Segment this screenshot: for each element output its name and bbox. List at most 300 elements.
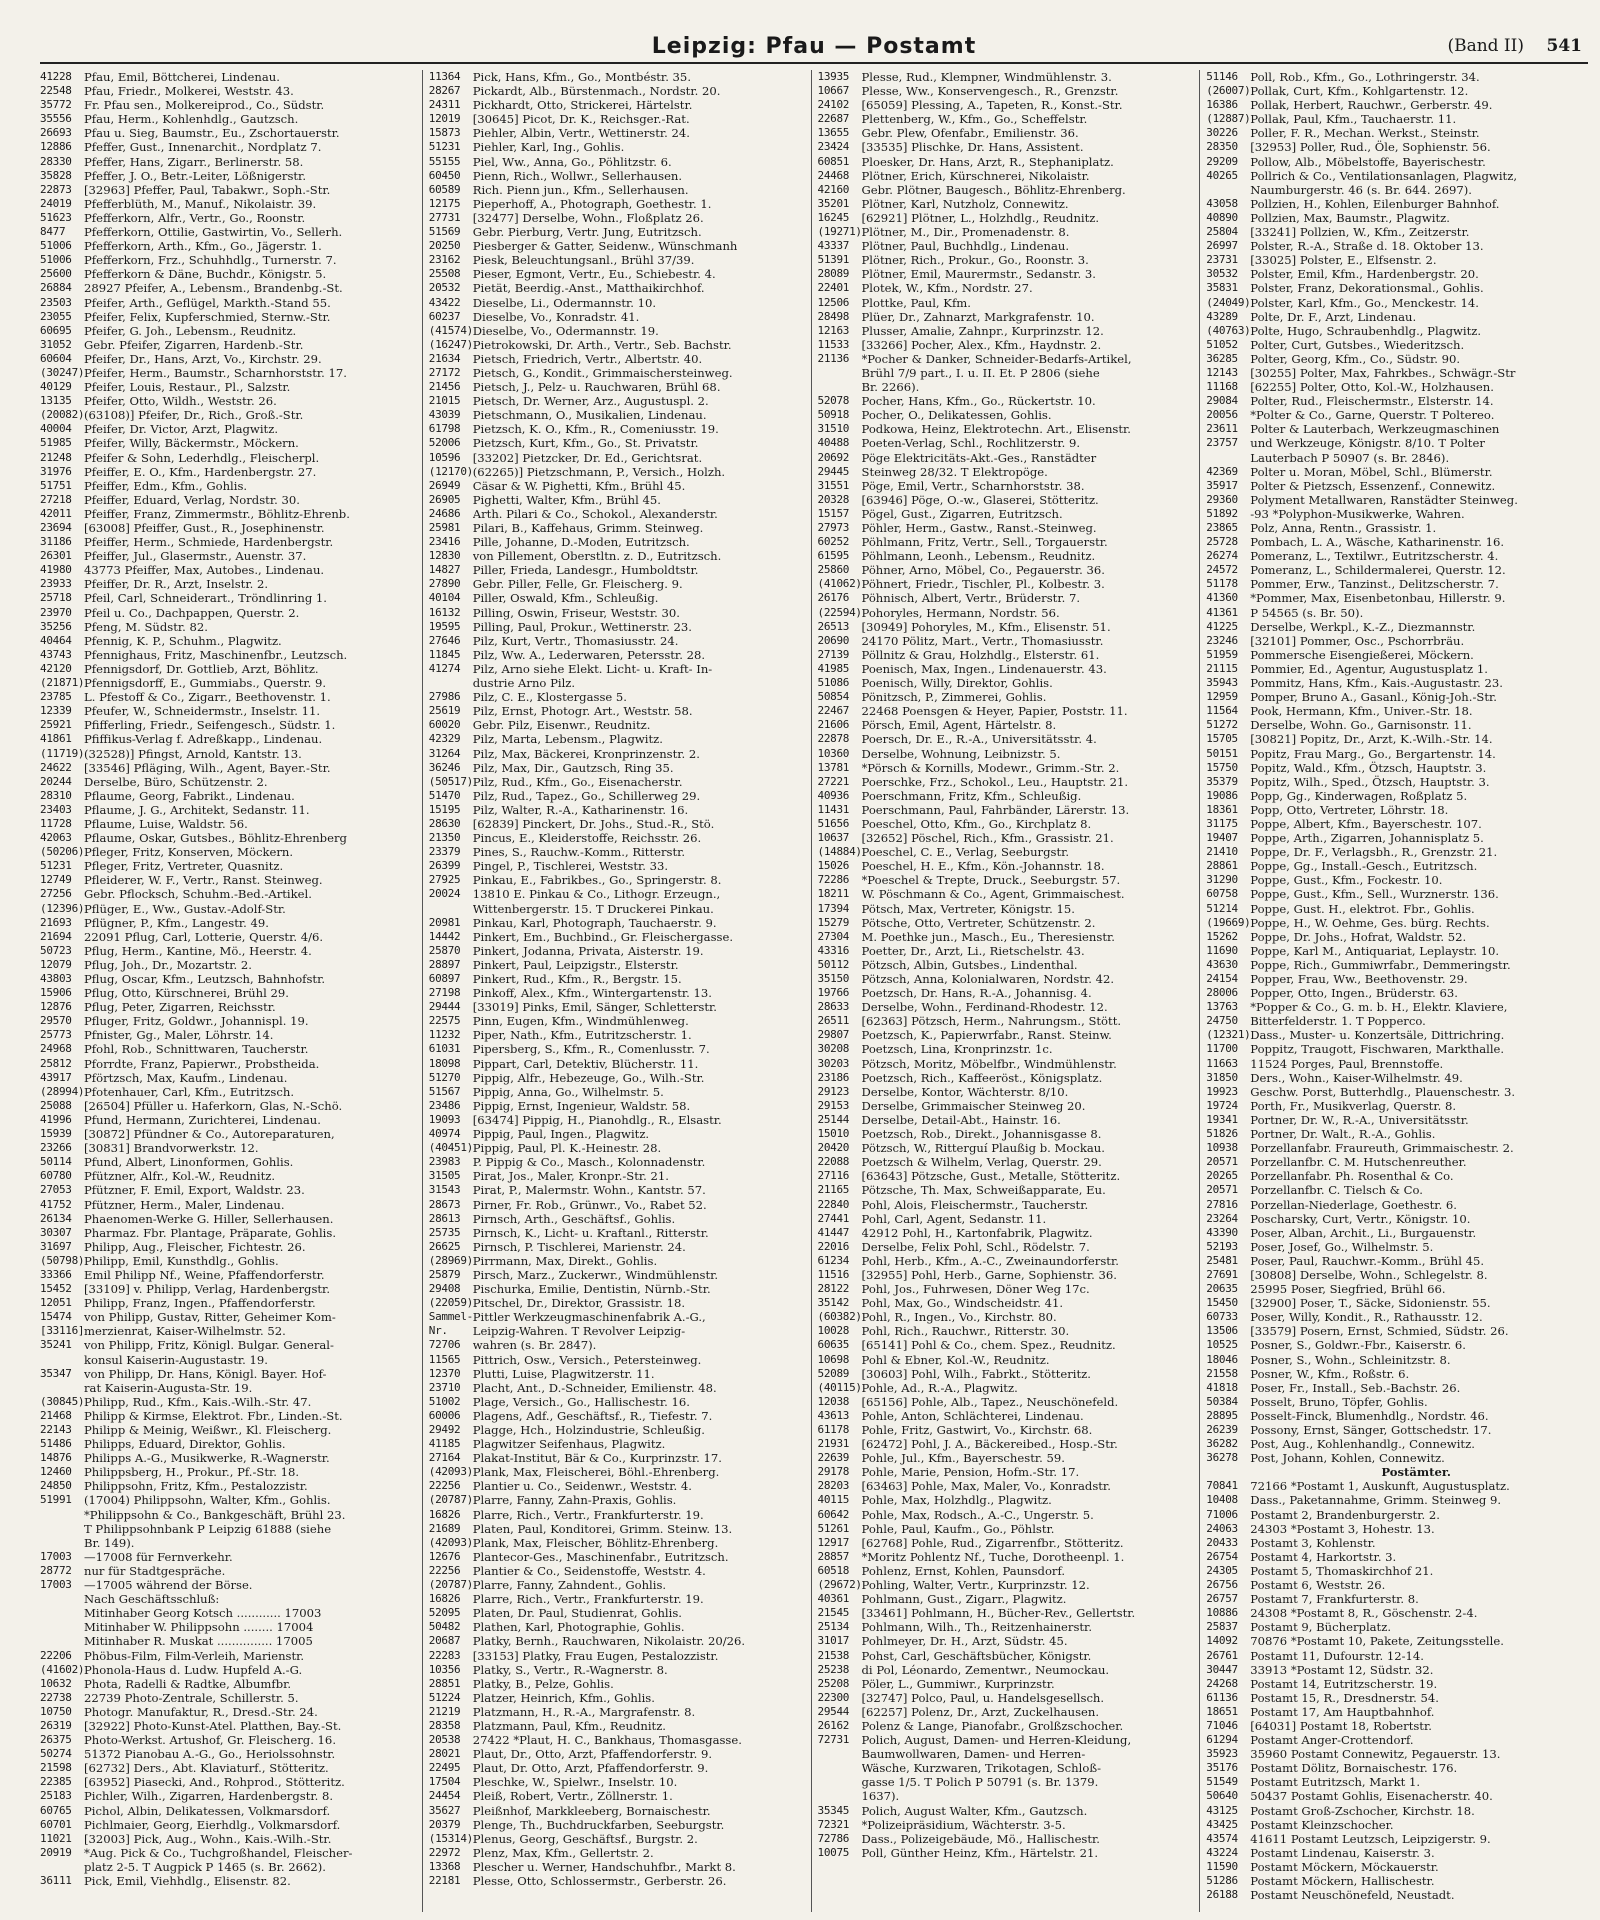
phone-number: 25837 xyxy=(1206,1620,1238,1634)
directory-entry xyxy=(818,1846,1194,1860)
directory-entry xyxy=(429,1479,805,1493)
entry-text: Pöge, Emil, Vertr., Scharnhorststr. 38. xyxy=(861,478,1085,493)
phone-number: 43917 xyxy=(40,1070,72,1084)
directory-entry xyxy=(429,958,805,972)
entry-text: Pietsch, Dr. Werner, Arz., Augustuspl. 2. xyxy=(472,394,709,409)
phone-number: 30226 xyxy=(1206,126,1238,140)
directory-entry xyxy=(429,1508,805,1522)
entry-text: Pohl, Max, Go., Windscheidstr. 41. xyxy=(861,1296,1064,1311)
directory-entry xyxy=(1206,1395,1582,1409)
phone-number: (42093) xyxy=(428,1535,474,1549)
directory-entry xyxy=(818,1465,1194,1479)
phone-number: 26274 xyxy=(1206,549,1238,563)
entry-text: Popitz, Frau Marg., Go., Bergartenstr. 14. xyxy=(1250,746,1496,761)
directory-entry xyxy=(818,70,1194,84)
directory-entry xyxy=(429,845,805,859)
entry-text: Possony, Ernst, Sänger, Gottschedstr. 17. xyxy=(1250,1423,1492,1437)
directory-entry xyxy=(818,549,1194,563)
phone-number: 12143 xyxy=(1206,365,1238,379)
entry-text: Poppe, Dr. Johs., Hofrat, Waldstr. 52. xyxy=(1250,929,1467,944)
directory-entry xyxy=(818,1437,1194,1451)
directory-entry xyxy=(818,84,1194,98)
directory-entry xyxy=(429,408,805,422)
directory-entry xyxy=(1206,831,1582,845)
entry-text: Pötsche, Otto, Vertreter, Schützenstr. 2. xyxy=(861,915,1096,930)
phone-number: 11168 xyxy=(1206,380,1238,394)
directory-entry xyxy=(818,140,1194,154)
entry-text: Br. 2266). xyxy=(861,380,920,395)
directory-entry xyxy=(1206,1747,1582,1761)
directory-entry xyxy=(818,1071,1194,1085)
entry-text: Br. 149). xyxy=(84,1535,135,1550)
directory-entry xyxy=(429,1395,805,1409)
directory-entry xyxy=(40,1212,416,1226)
directory-entry xyxy=(818,380,1194,394)
directory-entry xyxy=(429,549,805,563)
phone-number: (19271) xyxy=(817,225,862,239)
directory-entry xyxy=(429,690,805,704)
directory-entry xyxy=(40,394,416,408)
phone-number: 15939 xyxy=(40,1127,72,1141)
phone-number: 20635 xyxy=(1206,1282,1238,1296)
entry-text: Pirnsch, K., Licht- u. Kraftanl., Ritterstr. xyxy=(472,1225,709,1240)
directory-entry xyxy=(1206,1353,1582,1367)
phone-number: 60450 xyxy=(428,168,461,182)
phone-number: 43125 xyxy=(1206,1803,1238,1817)
directory-entry xyxy=(1206,732,1582,746)
entry-text: Pitschel, Dr., Direktor, Grassistr. 18. xyxy=(472,1296,686,1311)
directory-entry xyxy=(429,1818,805,1832)
directory-entry xyxy=(818,1042,1194,1056)
directory-entry xyxy=(40,704,416,718)
directory-entry xyxy=(818,972,1194,986)
entry-text: Plank, Max, Fleischer, Böhlitz-Ehrenberg. xyxy=(472,1535,719,1550)
directory-entry xyxy=(818,1649,1194,1663)
entry-text: Dieselbe, Vo., Konradstr. 41. xyxy=(472,309,640,324)
directory-entry xyxy=(429,831,805,845)
entry-text: Posselt, Bruno, Töpfer, Gohlis. xyxy=(1250,1394,1428,1409)
entry-text: Pietsch, J., Pelz- u. Rauchwaren, Brühl 68. xyxy=(472,380,721,395)
directory-entry xyxy=(429,380,805,394)
entry-text: Pötzsch, Anna, Kolonialwaren, Nordstr. 42. xyxy=(861,972,1115,986)
phone-number: 23731 xyxy=(1206,253,1238,267)
entry-text: Pollrich & Co., Ventilationsanlagen, Plagwitz, xyxy=(1250,168,1518,183)
entry-text: Poppe, Arth., Zigarren, Johannisplatz 5. xyxy=(1250,831,1484,846)
phone-number: 11564 xyxy=(1206,704,1238,718)
directory-entry xyxy=(818,1818,1194,1832)
directory-entry xyxy=(40,1198,416,1212)
directory-entry xyxy=(818,1014,1194,1028)
directory-entry xyxy=(1206,1014,1582,1028)
phone-number xyxy=(429,902,473,916)
phone-number: 12506 xyxy=(817,295,850,309)
directory-entry xyxy=(40,1451,416,1465)
phone-number: 60897 xyxy=(428,972,461,985)
phone-number: 31186 xyxy=(40,535,72,549)
directory-entry xyxy=(40,845,416,859)
phone-number: 11533 xyxy=(817,337,850,351)
directory-entry xyxy=(818,169,1194,183)
directory-entry xyxy=(1206,267,1582,281)
phone-number: 25508 xyxy=(428,267,461,281)
entry-text: Gebr. Pierburg, Vertr. Jung, Eutritzsch. xyxy=(472,225,702,240)
phone-number: 25144 xyxy=(817,1112,850,1126)
directory-entry xyxy=(40,225,416,239)
directory-entry xyxy=(40,310,416,324)
phone-number: 15450 xyxy=(1206,1296,1238,1310)
entry-text: Platen, Dr. Paul, Studienrat, Gohlis. xyxy=(472,1606,682,1621)
directory-entry xyxy=(1206,1620,1582,1634)
entry-text: Piehler, Albin, Vertr., Wettinerstr. 24. xyxy=(472,126,690,141)
entry-text: Pfau, Friedr., Molkerei, Weststr. 43. xyxy=(84,84,294,99)
directory-entry xyxy=(1206,1071,1582,1085)
phone-number xyxy=(818,1775,862,1789)
directory-entry xyxy=(1206,1099,1582,1113)
entry-text: Polte, Hugo, Schraubenhdlg., Plagwitz. xyxy=(1250,323,1482,338)
phone-number: 27646 xyxy=(428,633,461,647)
directory-entry xyxy=(429,1705,805,1719)
entry-text: di Pol, Léonardo, Zementwr., Neumockau. xyxy=(861,1662,1110,1677)
entry-text: Pietrokowski, Dr. Arth., Vertr., Seb. Bachstr. xyxy=(472,337,732,352)
phone-number: 23055 xyxy=(40,309,72,323)
directory-entry xyxy=(1206,112,1582,126)
directory-entry xyxy=(818,352,1194,366)
phone-number: 20433 xyxy=(1206,1535,1238,1549)
phone-number: 21694 xyxy=(40,929,72,943)
entry-text: Plaut, Dr., Otto, Arzt, Pfaffendorferstr. 9. xyxy=(472,1747,713,1762)
phone-number: 35241 xyxy=(40,1338,72,1352)
directory-entry xyxy=(40,1226,416,1240)
entry-text: 11524 Porges, Paul, Brennstoffe. xyxy=(1250,1056,1444,1071)
directory-entry xyxy=(40,1522,416,1536)
entry-text: Postamt 6, Weststr. 26. xyxy=(1250,1578,1386,1593)
directory-entry xyxy=(40,1818,416,1832)
phone-number: 11690 xyxy=(1206,943,1238,957)
entry-text: [33109] v. Philipp, Verlag, Hardenbergstr. xyxy=(84,1282,331,1297)
entry-text: Pfeiffer, Dr. R., Arzt, Inselstr. 2. xyxy=(84,577,269,592)
entry-text: Pietät, Beerdig.-Anst., Matthaikirchhof. xyxy=(472,281,705,296)
phone-number: 51751 xyxy=(40,478,72,492)
phone-number: 41228 xyxy=(40,70,72,83)
phone-number: 23424 xyxy=(817,140,850,154)
entry-text: Pilz, Ww. A., Lederwaren, Petersstr. 28. xyxy=(472,647,706,662)
entry-text: Philipps A.-G., Musikwerke, R.-Wagnerstr. xyxy=(84,1451,330,1466)
directory-entry xyxy=(40,916,416,930)
directory-entry xyxy=(429,436,805,450)
entry-text: Pfeifer, Arth., Geflügel, Markth.-Stand 55. xyxy=(84,295,331,310)
phone-number: 60701 xyxy=(40,1817,72,1831)
phone-number: 20981 xyxy=(428,915,461,929)
phone-number: 51286 xyxy=(1206,1874,1238,1887)
entry-text: Pfeifer, Willy, Bäckermstr., Möckern. xyxy=(84,436,299,451)
directory-entry xyxy=(818,324,1194,338)
entry-text: Pohoryles, Hermann, Nordstr. 56. xyxy=(861,605,1060,620)
phone-number: 25134 xyxy=(817,1620,850,1634)
phone-number: 23266 xyxy=(40,1141,72,1155)
directory-entry xyxy=(818,183,1194,197)
entry-text: Philipp, Rud., Kfm., Kais.-Wilh.-Str. 47. xyxy=(84,1394,312,1409)
entry-text: Pocher, O., Delikatessen, Gohlis. xyxy=(861,408,1052,423)
phone-number: 22088 xyxy=(817,1155,850,1169)
entry-text: [65141] Pohl & Co., chem. Spez., Reudnitz. xyxy=(861,1338,1116,1353)
directory-entry xyxy=(818,422,1194,436)
phone-number: 51985 xyxy=(40,436,72,450)
entry-text: Pötzsch, Moritz, Möbelfbr., Windmühlenstr. xyxy=(861,1056,1117,1071)
entry-text: Pfeiffer, E. O., Kfm., Hardenbergstr. 27. xyxy=(84,464,317,479)
phone-number: 72731 xyxy=(817,1733,850,1747)
entry-text: Phaenomen-Werke G. Hiller, Sellerhausen. xyxy=(84,1211,334,1226)
entry-text: Plage, Versich., Go., Hallischestr. 16. xyxy=(472,1394,690,1409)
phone-number: 28498 xyxy=(817,309,850,323)
phone-number: 61178 xyxy=(817,1423,850,1436)
phone-number: 24750 xyxy=(1206,1014,1238,1028)
phone-number: 36278 xyxy=(1206,1451,1238,1465)
directory-entry xyxy=(429,1423,805,1437)
directory-entry xyxy=(818,211,1194,225)
entry-text: 72166 *Postamt 1, Auskunft, Augustusplatz. xyxy=(1250,1479,1510,1494)
entry-text: 43773 Pfeiffer, Max, Autobes., Lindenau. xyxy=(84,563,325,578)
directory-entry xyxy=(40,1071,416,1085)
directory-entry xyxy=(429,986,805,1000)
entry-text: Plaut, Dr. Otto, Arzt, Pfaffendorferstr. 9. xyxy=(472,1761,709,1776)
phone-number: 15157 xyxy=(817,506,850,520)
phone-number: 10525 xyxy=(1206,1338,1238,1352)
directory-entry xyxy=(40,1268,416,1282)
entry-text: T Philippsohnbank P Leipzig 61888 (siehe xyxy=(84,1521,332,1536)
directory-entry xyxy=(429,1874,805,1888)
phone-number: 27116 xyxy=(817,1169,850,1183)
entry-text: [33019] Pinks, Emil, Sänger, Schletterstr. xyxy=(472,1000,717,1015)
directory-entry xyxy=(818,1268,1194,1282)
directory-entry xyxy=(40,1761,416,1775)
directory-entry xyxy=(429,1282,805,1296)
entry-text: —17005 während der Börse. xyxy=(84,1578,253,1593)
phone-number: 51146 xyxy=(1206,70,1238,83)
entry-text: Pfeffer, Hans, Zigarr., Berlinerstr. 58. xyxy=(84,154,304,169)
directory-entry xyxy=(429,324,805,338)
directory-entry xyxy=(429,183,805,197)
phone-number: 60780 xyxy=(40,1169,72,1183)
phone-number: 51214 xyxy=(1206,901,1238,915)
entry-text: Poetzsch, Lina, Kronprinzstr. 1c. xyxy=(861,1042,1053,1057)
phone-number: 22206 xyxy=(40,1648,72,1662)
entry-text: Polter & Lauterbach, Werkzeugmaschinen xyxy=(1250,422,1500,437)
entry-text: [63463] Pohle, Max, Maler, Vo., Konradstr. xyxy=(861,1479,1111,1494)
entry-text: Pfeifer, G. Joh., Lebensm., Reudnitz. xyxy=(84,323,297,338)
entry-text: Pomeranz, L., Textilwr., Eutritzscherstr. 4. xyxy=(1250,549,1499,564)
directory-entry xyxy=(1206,451,1582,465)
directory-entry xyxy=(1206,1761,1582,1775)
entry-text: Pohlmann, Gust., Zigarr., Plagwitz. xyxy=(861,1592,1067,1607)
phone-number: 13781 xyxy=(817,760,850,774)
entry-text: Pirat, P., Malermstr. Wohn., Kantstr. 57. xyxy=(472,1183,706,1198)
phone-number: 22738 xyxy=(40,1690,72,1704)
entry-text: Portner, Dr. W., R.-A., Universitätsstr. xyxy=(1250,1112,1469,1127)
directory-entry xyxy=(1206,704,1582,718)
phone-number: (41574) xyxy=(428,323,474,337)
entry-text: Plantecor-Ges., Maschinenfabr., Eutritzsch. xyxy=(472,1549,729,1564)
entry-text: Pflaume, J. G., Architekt, Sedanstr. 11. xyxy=(84,802,310,817)
phone-number: 23264 xyxy=(1206,1211,1238,1225)
entry-text: Dieselbe, Vo., Odermannstr. 19. xyxy=(472,323,659,338)
entry-text: Plank, Max, Fleischerei, Böhl.-Ehrenberg. xyxy=(472,1465,720,1480)
entry-text: Plötner, Erich, Kürschnerei, Nikolaistr. xyxy=(861,168,1090,183)
phone-number: (41062) xyxy=(817,577,862,591)
phone-number: 40361 xyxy=(817,1592,850,1606)
entry-text: Pippig, Ernst, Ingenieur, Waldstr. 58. xyxy=(472,1098,691,1113)
directory-entry xyxy=(1206,1028,1582,1042)
directory-entry xyxy=(429,606,805,620)
phone-number: 26756 xyxy=(1206,1578,1238,1592)
phone-number: 21248 xyxy=(40,450,72,464)
directory-entry xyxy=(818,902,1194,916)
directory-entry xyxy=(429,253,805,267)
phone-number: 51261 xyxy=(817,1521,850,1535)
phone-number: 42063 xyxy=(40,831,72,845)
entry-text: Pohle, Max, Holzhdlg., Plagwitz. xyxy=(861,1493,1052,1508)
entry-text: Nach Geschäftsschluß: xyxy=(84,1592,220,1607)
entry-text: Phonola-Haus d. Ludw. Hupfeld A.-G. xyxy=(84,1662,303,1677)
directory-entry xyxy=(429,1550,805,1564)
phone-number: 26239 xyxy=(1206,1423,1238,1436)
phone-number xyxy=(40,1634,84,1648)
entry-text: Pfeng, M. Südstr. 82. xyxy=(84,619,208,634)
entry-text: Pöhlmann, Leonh., Lebensm., Reudnitz. xyxy=(861,549,1096,564)
directory-entry xyxy=(1206,422,1582,436)
entry-text: Pfefferkorn, Arth., Kfm., Go., Jägerstr. 1. xyxy=(84,239,322,254)
phone-number: 20420 xyxy=(817,1141,850,1155)
entry-text: Poppitz, Traugott, Fischwaren, Markthalle. xyxy=(1250,1042,1505,1057)
phone-number: 28633 xyxy=(817,1000,850,1014)
directory-entry xyxy=(429,972,805,986)
entry-text: Pflaume, Luise, Waldstr. 56. xyxy=(84,816,248,831)
directory-entry xyxy=(40,1860,416,1874)
directory-entry xyxy=(818,1451,1194,1465)
entry-text: Gebr. Plew, Ofenfabr., Emilienstr. 36. xyxy=(861,126,1079,141)
directory-entry xyxy=(1206,281,1582,295)
phone-number: 21165 xyxy=(817,1183,850,1197)
phone-number: 31175 xyxy=(1206,816,1238,830)
phone-number: 19923 xyxy=(1206,1084,1238,1098)
entry-text: 24308 *Postamt 8, R., Göschenstr. 2-4. xyxy=(1250,1606,1478,1621)
directory-entry xyxy=(818,1324,1194,1338)
phone-number: 31551 xyxy=(817,478,850,492)
phone-number: 11565 xyxy=(428,1352,461,1366)
phone-number: 25718 xyxy=(40,591,72,605)
phone-number xyxy=(40,1353,84,1367)
directory-entry xyxy=(818,1423,1194,1437)
phone-number: (20787) xyxy=(428,1578,474,1592)
entry-text: Postamt 4, Harkortstr. 3. xyxy=(1250,1549,1397,1564)
directory-entry xyxy=(818,1296,1194,1310)
phone-number: 28851 xyxy=(428,1676,461,1690)
entry-text: Pirat, Jos., Maler, Kronpr.-Str. 21. xyxy=(472,1169,669,1184)
volume-label: (Band II) xyxy=(1447,36,1524,56)
directory-entry xyxy=(1206,493,1582,507)
phone-number: (22059) xyxy=(428,1296,474,1310)
directory-entry xyxy=(40,732,416,746)
entry-text: Pohl, Herb., Kfm., A.-C., Zweinaundorferstr. xyxy=(861,1253,1119,1268)
phone-number: (14884) xyxy=(817,845,862,859)
phone-number xyxy=(40,1522,84,1536)
directory-entry xyxy=(1206,126,1582,140)
directory-entry xyxy=(818,634,1194,648)
directory-entry xyxy=(1206,479,1582,493)
directory-entry xyxy=(818,1663,1194,1677)
directory-entry xyxy=(818,606,1194,620)
directory-entry xyxy=(818,1705,1194,1719)
phone-number: 29570 xyxy=(40,1014,72,1028)
phone-number: 60695 xyxy=(40,323,72,337)
entry-text: [62257] Polenz, Dr., Arzt, Zuckelhausen. xyxy=(861,1704,1100,1719)
directory-entry xyxy=(429,620,805,634)
entry-text: Pohl, Jos., Fuhrwesen, Döner Weg 17c. xyxy=(861,1282,1090,1297)
entry-text: Pfeil u. Co., Dachpappen, Querstr. 2. xyxy=(84,605,300,620)
directory-entry xyxy=(40,140,416,154)
phone-number: 41225 xyxy=(1206,619,1238,633)
entry-text: Pirnsch, Arth., Geschäftsf., Gohlis. xyxy=(472,1211,676,1226)
directory-entry xyxy=(1206,873,1582,887)
directory-entry xyxy=(40,253,416,267)
phone-number: 11364 xyxy=(428,70,461,83)
directory-entry xyxy=(1206,1493,1582,1507)
directory-entry xyxy=(818,1536,1194,1550)
phone-number: 15474 xyxy=(40,1310,72,1324)
phone-number: 60642 xyxy=(817,1507,850,1521)
directory-entry xyxy=(818,465,1194,479)
phone-number: (12170) xyxy=(428,464,474,478)
phone-number: 14827 xyxy=(428,563,461,577)
entry-text: Pollak, Curt, Kfm., Kohlgartenstr. 12. xyxy=(1250,84,1469,99)
directory-entry xyxy=(1206,775,1582,789)
entry-text: Mitinhaber W. Philippsohn ........ 17004 xyxy=(84,1620,314,1635)
phone-number: (19669) xyxy=(1206,915,1251,929)
phone-number: 26399 xyxy=(428,859,461,873)
entry-text: Pilz, C. E., Klostergasse 5. xyxy=(472,690,627,705)
entry-text: Platky, S., Vertr., R.-Wagnerstr. 8. xyxy=(472,1662,668,1677)
directory-entry xyxy=(818,1127,1194,1141)
entry-text: Pfeifer, Herm., Baumstr., Scharnhorststr. 17. xyxy=(84,365,347,380)
phone-number: 51892 xyxy=(1206,506,1238,520)
phone-number: 22256 xyxy=(428,1563,461,1577)
entry-text: (17004) Philippsohn, Walter, Kfm., Gohlis. xyxy=(84,1493,331,1508)
directory-entry xyxy=(40,1155,416,1169)
entry-text: Pohling, Walter, Vertr., Kurprinzstr. 12. xyxy=(861,1578,1090,1593)
phone-number: 51391 xyxy=(817,253,850,267)
entry-text: Piehler, Karl, Ing., Gohlis. xyxy=(472,140,625,155)
directory-entry xyxy=(40,1620,416,1634)
phone-number: 12339 xyxy=(40,704,72,718)
directory-entry xyxy=(429,451,805,465)
entry-text: von Pillement, Oberstltn. z. D., Eutritzsch. xyxy=(472,549,722,564)
phone-number: 23379 xyxy=(428,845,461,859)
directory-entry xyxy=(818,775,1194,789)
entry-text: Pfeifer, Dr., Hans, Arzt, Vo., Kirchstr. 29. xyxy=(84,351,322,366)
entry-text: Pighetti, Walter, Kfm., Brühl 45. xyxy=(472,492,661,507)
directory-entry xyxy=(40,1691,416,1705)
directory-entry xyxy=(1206,140,1582,154)
entry-text: Fr. Pfau sen., Molkereiprod., Co., Südstr. xyxy=(84,98,325,113)
entry-text: Pöhler, Herm., Gastw., Ranst.-Steinweg. xyxy=(861,521,1097,535)
entry-text: Pippig, Paul, Pl. K.-Heinestr. 28. xyxy=(472,1141,662,1156)
entry-text: Pflug, Oscar, Kfm., Leutzsch, Bahnhofstr. xyxy=(84,972,326,986)
phone-number: 30203 xyxy=(817,1056,850,1070)
directory-entry xyxy=(40,1677,416,1691)
entry-text: Poerschmann, Paul, Fahrbänder, Lärerstr. 13. xyxy=(861,802,1130,817)
directory-entry xyxy=(1206,211,1582,225)
phone-number: 17003 xyxy=(40,1578,72,1592)
entry-text: Gebr. Pfeifer, Zigarren, Hardenb.-Str. xyxy=(84,337,304,352)
